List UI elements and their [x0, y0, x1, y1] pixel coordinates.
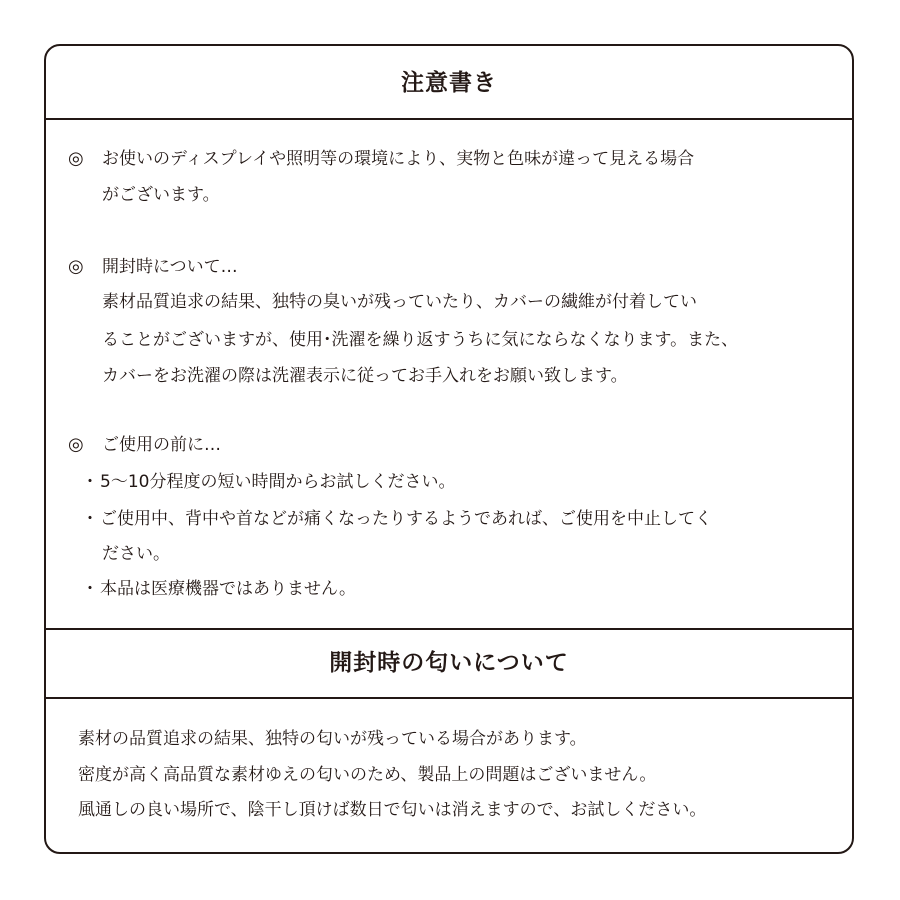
- odor-line: 素材の品質追求の結果、独特の匂いが残っている場合があります。: [78, 729, 587, 749]
- before-use-item-text: ご使用中、背中や首などが痛くなったりするようであれば、ご使用を中止してく: [100, 509, 712, 529]
- before-use-title: ご使用の前に…: [102, 435, 221, 455]
- double-circle-icon: ◎: [68, 434, 84, 455]
- before-use-item: [80, 511, 712, 528]
- odor-line: 密度が高く高品質な素材ゆえの匂いのため、製品上の問題はございません。: [78, 765, 657, 785]
- bullet-dot: ・: [81, 472, 99, 492]
- section-divider: [46, 628, 852, 630]
- display-note-text: お使いのディスプレイや照明等の環境により、実物と色味が違って見える場合: [102, 149, 695, 169]
- bullet-dot: ・: [81, 509, 99, 529]
- before-use-item-text: 本品は医療機器ではありません。: [100, 579, 357, 599]
- title-divider: [46, 118, 852, 120]
- opening-note-heading: [68, 258, 238, 276]
- bullet-dot: ・: [81, 579, 99, 599]
- notice-title: 注意書き: [401, 70, 497, 96]
- opening-note-title: 開封時について…: [102, 257, 238, 277]
- odor-title-divider: [46, 697, 852, 699]
- double-circle-icon: ◎: [68, 256, 84, 277]
- display-note-line: がございます。: [102, 185, 220, 205]
- opening-note-line: カバーをお洗濯の際は洗濯表示に従ってお手入れをお願い致します。: [102, 366, 628, 386]
- before-use-item-continued: ださい。: [102, 544, 170, 564]
- opening-note-line: ることがございますが、使用･洗濯を繰り返すうちに気にならなくなります。また、: [102, 330, 739, 350]
- opening-note-line: 素材品質追求の結果、独特の臭いが残っていたり、カバーの繊維が付着してい: [102, 292, 697, 312]
- notice-card: [44, 44, 854, 854]
- double-circle-icon: ◎: [68, 148, 84, 169]
- odor-line: 風通しの良い場所で、陰干し頂けば数日で匂いは消えますので、お試しください。: [78, 800, 707, 820]
- before-use-heading: [68, 436, 221, 454]
- odor-title: 開封時の匂いについて: [329, 650, 569, 676]
- before-use-item: [80, 581, 356, 598]
- before-use-item: [80, 474, 455, 491]
- display-note-heading: [68, 150, 694, 168]
- before-use-item-text: 5～10分程度の短い時間からお試しください。: [100, 472, 456, 492]
